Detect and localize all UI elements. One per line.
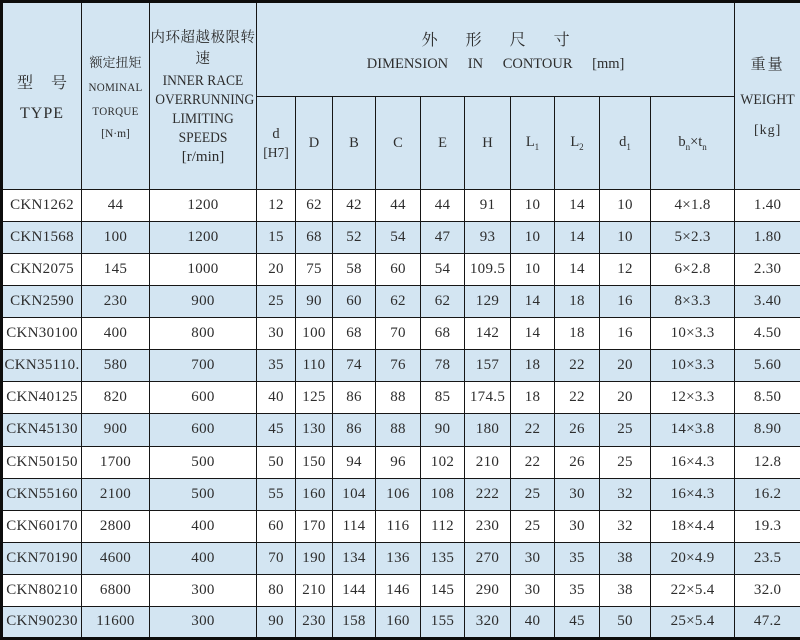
torque-label-en-1: NOMINAL — [88, 80, 143, 94]
cell-D: 90 — [296, 286, 333, 318]
cell-limiting-speed: 500 — [150, 446, 257, 478]
cell-H: 91 — [465, 190, 511, 222]
cell-L2: 45 — [555, 606, 600, 638]
col-header-E: E — [421, 97, 465, 190]
cell-L2: 30 — [555, 510, 600, 542]
cell-C: 136 — [376, 542, 421, 574]
cell-E: 108 — [421, 478, 465, 510]
cell-type: CKN90230 — [2, 606, 82, 638]
cell-bn-x-tn: 5×2.3 — [651, 222, 735, 254]
cell-B: 58 — [333, 254, 376, 286]
cell-d1: 10 — [600, 222, 651, 254]
cell-limiting-speed: 600 — [150, 414, 257, 446]
cell-bn-x-tn: 16×4.3 — [651, 478, 735, 510]
cell-H: 157 — [465, 350, 511, 382]
col-header-nominal-torque — [82, 2, 150, 190]
cell-weight: 8.50 — [735, 382, 800, 414]
cell-C: 160 — [376, 606, 421, 638]
cell-L1: 30 — [511, 574, 555, 606]
cell-H: 222 — [465, 478, 511, 510]
cell-B: 86 — [333, 382, 376, 414]
torque-label-en-2: TORQUE — [92, 104, 139, 118]
cell-limiting-speed: 900 — [150, 286, 257, 318]
cell-weight: 23.5 — [735, 542, 800, 574]
cell-limiting-speed: 800 — [150, 318, 257, 350]
torque-unit-label: [N·m] — [101, 128, 130, 140]
col-header-D: D — [296, 97, 333, 190]
cell-C: 88 — [376, 382, 421, 414]
cell-L1: 10 — [511, 222, 555, 254]
col-header-L2: $L_2$ — [555, 97, 600, 190]
table-row — [2, 510, 800, 542]
cell-C: 106 — [376, 478, 421, 510]
cell-d1: 12 — [600, 254, 651, 286]
cell-B: 134 — [333, 542, 376, 574]
cell-d-h7: 30 — [257, 318, 296, 350]
cell-E: 145 — [421, 574, 465, 606]
cell-limiting-speed: 400 — [150, 510, 257, 542]
speed-label-en-1: INNER RACE — [162, 73, 244, 89]
cell-bn-x-tn: 20×4.9 — [651, 542, 735, 574]
table-row — [2, 190, 800, 222]
cell-nominal-torque: 44 — [82, 190, 150, 222]
cell-B: 144 — [333, 574, 376, 606]
table-header — [2, 2, 800, 190]
cell-L2: 18 — [555, 286, 600, 318]
col-header-L1: $L_1$ — [511, 97, 555, 190]
cell-bn-x-tn: 25×5.4 — [651, 606, 735, 638]
cell-limiting-speed: 600 — [150, 382, 257, 414]
table-row — [2, 446, 800, 478]
cell-B: 52 — [333, 222, 376, 254]
weight-unit-label: [kg] — [753, 123, 782, 138]
table-row — [2, 350, 800, 382]
cell-d-h7: 60 — [257, 510, 296, 542]
table-row — [2, 574, 800, 606]
cell-d1: 32 — [600, 478, 651, 510]
header-row-1 — [2, 2, 800, 97]
cell-E: 62 — [421, 286, 465, 318]
cell-type: CKN40125 — [2, 382, 82, 414]
cell-limiting-speed: 400 — [150, 542, 257, 574]
cell-d1: 16 — [600, 286, 651, 318]
cell-d1: 25 — [600, 446, 651, 478]
cell-nominal-torque: 1700 — [82, 446, 150, 478]
cell-bn-x-tn: 4×1.8 — [651, 190, 735, 222]
cell-E: 112 — [421, 510, 465, 542]
cell-nominal-torque: 580 — [82, 350, 150, 382]
cell-H: 142 — [465, 318, 511, 350]
col-header-dimension-group — [257, 2, 735, 97]
cell-nominal-torque: 400 — [82, 318, 150, 350]
cell-B: 42 — [333, 190, 376, 222]
speed-label-zh: 内环超越极限转速 — [150, 30, 256, 67]
cell-weight: 1.80 — [735, 222, 800, 254]
cell-nominal-torque: 900 — [82, 414, 150, 446]
cell-weight: 4.50 — [735, 318, 800, 350]
dimension-label-zh: 外 形 尺 寸 — [421, 31, 570, 49]
cell-H: 93 — [465, 222, 511, 254]
col-header-weight — [735, 2, 800, 190]
cell-L1: 30 — [511, 542, 555, 574]
cell-weight: 47.2 — [735, 606, 800, 638]
cell-C: 44 — [376, 190, 421, 222]
cell-E: 155 — [421, 606, 465, 638]
type-label-zh: 型 号 — [16, 74, 67, 92]
cell-E: 68 — [421, 318, 465, 350]
cell-limiting-speed: 1000 — [150, 254, 257, 286]
cell-E: 135 — [421, 542, 465, 574]
cell-L2: 14 — [555, 254, 600, 286]
cell-E: 47 — [421, 222, 465, 254]
cell-d-h7: 90 — [257, 606, 296, 638]
cell-bn-x-tn: 10×3.3 — [651, 318, 735, 350]
cell-D: 125 — [296, 382, 333, 414]
cell-bn-x-tn: 12×3.3 — [651, 382, 735, 414]
cell-d1: 20 — [600, 350, 651, 382]
cell-D: 190 — [296, 542, 333, 574]
cell-L1: 18 — [511, 350, 555, 382]
cell-L1: 10 — [511, 254, 555, 286]
cell-B: 114 — [333, 510, 376, 542]
cell-d-h7: 35 — [257, 350, 296, 382]
cell-d1: 20 — [600, 382, 651, 414]
cell-C: 116 — [376, 510, 421, 542]
col-header-H: H — [465, 97, 511, 190]
cell-type: CKN2590 — [2, 286, 82, 318]
cell-d-h7: 55 — [257, 478, 296, 510]
cell-L1: 14 — [511, 286, 555, 318]
cell-limiting-speed: 1200 — [150, 190, 257, 222]
cell-B: 86 — [333, 414, 376, 446]
col-header-B: B — [333, 97, 376, 190]
col-header-C: C — [376, 97, 421, 190]
cell-H: 129 — [465, 286, 511, 318]
cell-limiting-speed: 300 — [150, 574, 257, 606]
cell-d-h7: 50 — [257, 446, 296, 478]
cell-bn-x-tn: 14×3.8 — [651, 414, 735, 446]
table-row — [2, 542, 800, 574]
cell-H: 210 — [465, 446, 511, 478]
cell-type: CKN35110. — [2, 350, 82, 382]
cell-d-h7: 70 — [257, 542, 296, 574]
cell-D: 75 — [296, 254, 333, 286]
cell-type: CKN45130 — [2, 414, 82, 446]
cell-D: 68 — [296, 222, 333, 254]
cell-B: 104 — [333, 478, 376, 510]
cell-H: 109.5 — [465, 254, 511, 286]
cell-L2: 22 — [555, 350, 600, 382]
cell-limiting-speed: 500 — [150, 478, 257, 510]
weight-label-en: WEIGHT — [740, 92, 795, 108]
cell-nominal-torque: 11600 — [82, 606, 150, 638]
cell-D: 110 — [296, 350, 333, 382]
cell-L2: 35 — [555, 574, 600, 606]
table-row — [2, 478, 800, 510]
cell-E: 44 — [421, 190, 465, 222]
cell-C: 88 — [376, 414, 421, 446]
cell-L2: 26 — [555, 414, 600, 446]
cell-weight: 3.40 — [735, 286, 800, 318]
table-row — [2, 414, 800, 446]
cell-d-h7: 15 — [257, 222, 296, 254]
cell-L1: 10 — [511, 190, 555, 222]
table-row — [2, 318, 800, 350]
cell-d1: 10 — [600, 190, 651, 222]
dimension-label-en: DIMENSION IN CONTOUR [mm] — [366, 55, 625, 72]
cell-L2: 22 — [555, 382, 600, 414]
cell-L1: 40 — [511, 606, 555, 638]
cell-D: 210 — [296, 574, 333, 606]
cell-D: 160 — [296, 478, 333, 510]
col-header-bn-x-tn: $b_n\times t_n$ — [651, 97, 735, 190]
speed-label-en-3: LIMITING SPEEDS — [172, 111, 234, 146]
cell-d-h7: 80 — [257, 574, 296, 606]
cell-D: 62 — [296, 190, 333, 222]
cell-type: CKN60170 — [2, 510, 82, 542]
speed-label-en-2: OVERRUNNING — [155, 92, 255, 108]
cell-H: 230 — [465, 510, 511, 542]
cell-E: 85 — [421, 382, 465, 414]
cell-weight: 12.8 — [735, 446, 800, 478]
table-row — [2, 286, 800, 318]
cell-type: CKN80210 — [2, 574, 82, 606]
cell-d1: 38 — [600, 574, 651, 606]
cell-B: 74 — [333, 350, 376, 382]
cell-d-h7: 25 — [257, 286, 296, 318]
cell-B: 94 — [333, 446, 376, 478]
weight-label-zh: 重量 — [750, 57, 785, 73]
cell-H: 320 — [465, 606, 511, 638]
cell-D: 150 — [296, 446, 333, 478]
cell-d-h7: 45 — [257, 414, 296, 446]
cell-nominal-torque: 100 — [82, 222, 150, 254]
cell-weight: 2.30 — [735, 254, 800, 286]
cell-L1: 25 — [511, 478, 555, 510]
cell-C: 60 — [376, 254, 421, 286]
cell-C: 70 — [376, 318, 421, 350]
cell-weight: 19.3 — [735, 510, 800, 542]
cell-d-h7: 12 — [257, 190, 296, 222]
cell-weight: 5.60 — [735, 350, 800, 382]
cell-d-h7: 40 — [257, 382, 296, 414]
cell-nominal-torque: 6800 — [82, 574, 150, 606]
cell-H: 270 — [465, 542, 511, 574]
cell-weight: 32.0 — [735, 574, 800, 606]
cell-weight: 8.90 — [735, 414, 800, 446]
table-body — [2, 190, 800, 639]
cell-H: 174.5 — [465, 382, 511, 414]
cell-limiting-speed: 700 — [150, 350, 257, 382]
cell-bn-x-tn: 8×3.3 — [651, 286, 735, 318]
cell-L1: 22 — [511, 446, 555, 478]
cell-C: 96 — [376, 446, 421, 478]
cell-nominal-torque: 2100 — [82, 478, 150, 510]
cell-D: 100 — [296, 318, 333, 350]
cell-nominal-torque: 230 — [82, 286, 150, 318]
cell-B: 60 — [333, 286, 376, 318]
cell-weight: 1.40 — [735, 190, 800, 222]
cell-nominal-torque: 2800 — [82, 510, 150, 542]
cell-B: 158 — [333, 606, 376, 638]
col-header-type — [2, 2, 82, 190]
cell-d1: 38 — [600, 542, 651, 574]
cell-nominal-torque: 145 — [82, 254, 150, 286]
cell-type: CKN50150 — [2, 446, 82, 478]
cell-type: CKN2075 — [2, 254, 82, 286]
cell-C: 62 — [376, 286, 421, 318]
cell-L2: 35 — [555, 542, 600, 574]
cell-limiting-speed: 1200 — [150, 222, 257, 254]
cell-B: 68 — [333, 318, 376, 350]
cell-weight: 16.2 — [735, 478, 800, 510]
cell-C: 76 — [376, 350, 421, 382]
col-header-d1: $d_1$ — [600, 97, 651, 190]
cell-L1: 14 — [511, 318, 555, 350]
cell-E: 54 — [421, 254, 465, 286]
cell-limiting-speed: 300 — [150, 606, 257, 638]
col-header-d-h7: d [H7] — [257, 97, 296, 190]
table-row — [2, 606, 800, 638]
cell-L1: 18 — [511, 382, 555, 414]
cell-L2: 14 — [555, 222, 600, 254]
cell-nominal-torque: 820 — [82, 382, 150, 414]
cell-D: 130 — [296, 414, 333, 446]
cell-L1: 22 — [511, 414, 555, 446]
cell-E: 78 — [421, 350, 465, 382]
cell-type: CKN30100 — [2, 318, 82, 350]
cell-type: CKN1262 — [2, 190, 82, 222]
type-label-en: TYPE — [20, 104, 64, 122]
cell-C: 146 — [376, 574, 421, 606]
cell-L1: 25 — [511, 510, 555, 542]
col-header-limiting-speed — [150, 2, 257, 190]
cell-type: CKN1568 — [2, 222, 82, 254]
cell-H: 180 — [465, 414, 511, 446]
cell-H: 290 — [465, 574, 511, 606]
cell-C: 54 — [376, 222, 421, 254]
cell-d1: 16 — [600, 318, 651, 350]
cell-E: 102 — [421, 446, 465, 478]
torque-label-zh: 额定扭矩 — [89, 55, 142, 70]
cell-D: 230 — [296, 606, 333, 638]
cell-bn-x-tn: 16×4.3 — [651, 446, 735, 478]
cell-bn-x-tn: 10×3.3 — [651, 350, 735, 382]
cell-L2: 26 — [555, 446, 600, 478]
cell-bn-x-tn: 6×2.8 — [651, 254, 735, 286]
cell-type: CKN55160 — [2, 478, 82, 510]
table-row — [2, 382, 800, 414]
cell-L2: 30 — [555, 478, 600, 510]
cell-D: 170 — [296, 510, 333, 542]
cell-L2: 18 — [555, 318, 600, 350]
cell-d1: 32 — [600, 510, 651, 542]
table-row — [2, 254, 800, 286]
cell-nominal-torque: 4600 — [82, 542, 150, 574]
cell-bn-x-tn: 18×4.4 — [651, 510, 735, 542]
cell-L2: 14 — [555, 190, 600, 222]
cell-type: CKN70190 — [2, 542, 82, 574]
speed-unit-label: [r/min] — [181, 149, 225, 165]
cell-E: 90 — [421, 414, 465, 446]
cell-d1: 25 — [600, 414, 651, 446]
cell-d1: 50 — [600, 606, 651, 638]
cell-d-h7: 20 — [257, 254, 296, 286]
cell-bn-x-tn: 22×5.4 — [651, 574, 735, 606]
table-row — [2, 222, 800, 254]
